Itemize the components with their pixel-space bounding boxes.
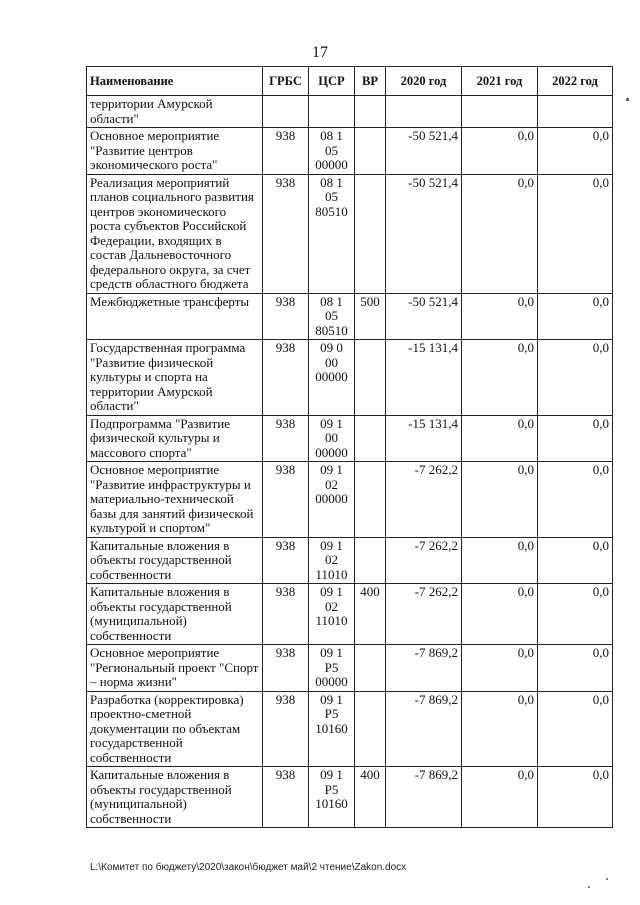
header-name: Наименование [87,67,263,96]
cell-2020: -7 262,2 [386,537,462,584]
cell-vr [355,340,386,416]
cell-2020: -7 869,2 [386,645,462,692]
cell-2020: -7 262,2 [386,462,462,538]
cell-name: Основное мероприятие "Развитие инфраструктуры и материально-технической базы для занятий физической культурой и спортом" [87,462,263,538]
table-row [87,584,613,645]
header-2020: 2020 год [386,67,462,96]
cell-2021: 0,0 [462,645,538,692]
table-body [87,96,613,828]
budget-table [86,66,613,828]
cell-grbs: 938 [263,645,309,692]
cell-2021: 0,0 [462,340,538,416]
cell-name: Государственная программа "Развитие физической культуры и спорта на территории Амурской области" [87,340,263,416]
table-row [87,128,613,175]
cell-2020: -7 262,2 [386,584,462,645]
cell-grbs: 938 [263,462,309,538]
cell-name: Основное мероприятие "Развитие центров экономического роста" [87,128,263,175]
cell-csr: 09 1 P5 00000 [309,645,355,692]
cell-csr: 09 1 P5 10160 [309,767,355,828]
cell-grbs: 938 [263,691,309,767]
cell-2022: 0,0 [538,293,613,340]
table-row [87,293,613,340]
header-2022: 2022 год [538,67,613,96]
table-row [87,462,613,538]
cell-grbs: 938 [263,293,309,340]
cell-2021: 0,0 [462,462,538,538]
cell-2021 [462,96,538,128]
cell-grbs: 938 [263,767,309,828]
cell-grbs: 938 [263,584,309,645]
cell-2021: 0,0 [462,293,538,340]
footer-file-path: L:\Комитет по бюджету\2020\закон\бюджет май\2 чтение\Zakon.docx [90,862,407,873]
cell-vr: 500 [355,293,386,340]
header-2021: 2021 год [462,67,538,96]
cell-2022: 0,0 [538,767,613,828]
cell-2022: 0,0 [538,174,613,293]
cell-csr: 08 1 05 80510 [309,293,355,340]
table-row [87,767,613,828]
cell-grbs: 938 [263,340,309,416]
cell-csr: 09 1 02 00000 [309,462,355,538]
cell-csr: 09 1 02 11010 [309,537,355,584]
scan-speck [588,886,590,888]
cell-csr: 09 0 00 00000 [309,340,355,416]
cell-csr: 08 1 05 80510 [309,174,355,293]
cell-2021: 0,0 [462,537,538,584]
cell-name: Капитальные вложения в объекты государственной (муниципальной) собственности [87,767,263,828]
table-header-row [87,67,613,96]
cell-vr [355,462,386,538]
table-row [87,340,613,416]
cell-2020: -15 131,4 [386,340,462,416]
cell-name: Разработка (корректировка) проектно-сметной документации по объектам государственной собственности [87,691,263,767]
header-csr: ЦСР [309,67,355,96]
cell-2021: 0,0 [462,174,538,293]
cell-csr: 09 1 P5 10160 [309,691,355,767]
table-row [87,645,613,692]
cell-2021: 0,0 [462,584,538,645]
scan-speck [626,98,629,101]
cell-vr [355,645,386,692]
cell-2022 [538,96,613,128]
cell-grbs: 938 [263,128,309,175]
cell-grbs: 938 [263,537,309,584]
cell-name: Основное мероприятие "Региональный проект "Спорт – норма жизни" [87,645,263,692]
cell-2022: 0,0 [538,537,613,584]
cell-grbs [263,96,309,128]
cell-2020: -50 521,4 [386,293,462,340]
header-grbs: ГРБС [263,67,309,96]
table-row [87,691,613,767]
cell-vr [355,415,386,462]
cell-name: Реализация мероприятий планов социального развития центров экономического роста субъектов Российской Федерации, входящих в состав Дальневосточного федерального округа, за счет средств областного бюджета [87,174,263,293]
page-number: 17 [312,44,328,61]
cell-2020 [386,96,462,128]
table-row [87,537,613,584]
cell-2020: -50 521,4 [386,128,462,175]
cell-csr: 09 1 02 11010 [309,584,355,645]
cell-2020: -50 521,4 [386,174,462,293]
table-row [87,174,613,293]
cell-2021: 0,0 [462,767,538,828]
cell-vr [355,96,386,128]
cell-vr [355,691,386,767]
cell-csr [309,96,355,128]
table-row [87,96,613,128]
cell-vr: 400 [355,584,386,645]
cell-grbs: 938 [263,415,309,462]
cell-vr: 400 [355,767,386,828]
cell-2022: 0,0 [538,128,613,175]
cell-2021: 0,0 [462,691,538,767]
cell-2022: 0,0 [538,584,613,645]
table-row [87,415,613,462]
cell-2022: 0,0 [538,691,613,767]
cell-2021: 0,0 [462,128,538,175]
cell-name: Капитальные вложения в объекты государственной (муниципальной) собственности [87,584,263,645]
cell-2022: 0,0 [538,645,613,692]
cell-2020: -7 869,2 [386,691,462,767]
cell-name: Капитальные вложения в объекты государственной собственности [87,537,263,584]
cell-grbs: 938 [263,174,309,293]
scan-speck [606,878,608,880]
cell-csr: 09 1 00 00000 [309,415,355,462]
cell-vr [355,128,386,175]
cell-2021: 0,0 [462,415,538,462]
cell-2022: 0,0 [538,462,613,538]
cell-name: Межбюджетные трансферты [87,293,263,340]
cell-2020: -7 869,2 [386,767,462,828]
cell-vr [355,174,386,293]
cell-2022: 0,0 [538,340,613,416]
cell-csr: 08 1 05 00000 [309,128,355,175]
header-vr: ВР [355,67,386,96]
cell-name: территории Амурской области" [87,96,263,128]
cell-2022: 0,0 [538,415,613,462]
cell-vr [355,537,386,584]
cell-2020: -15 131,4 [386,415,462,462]
cell-name: Подпрограмма "Развитие физической культуры и массового спорта" [87,415,263,462]
